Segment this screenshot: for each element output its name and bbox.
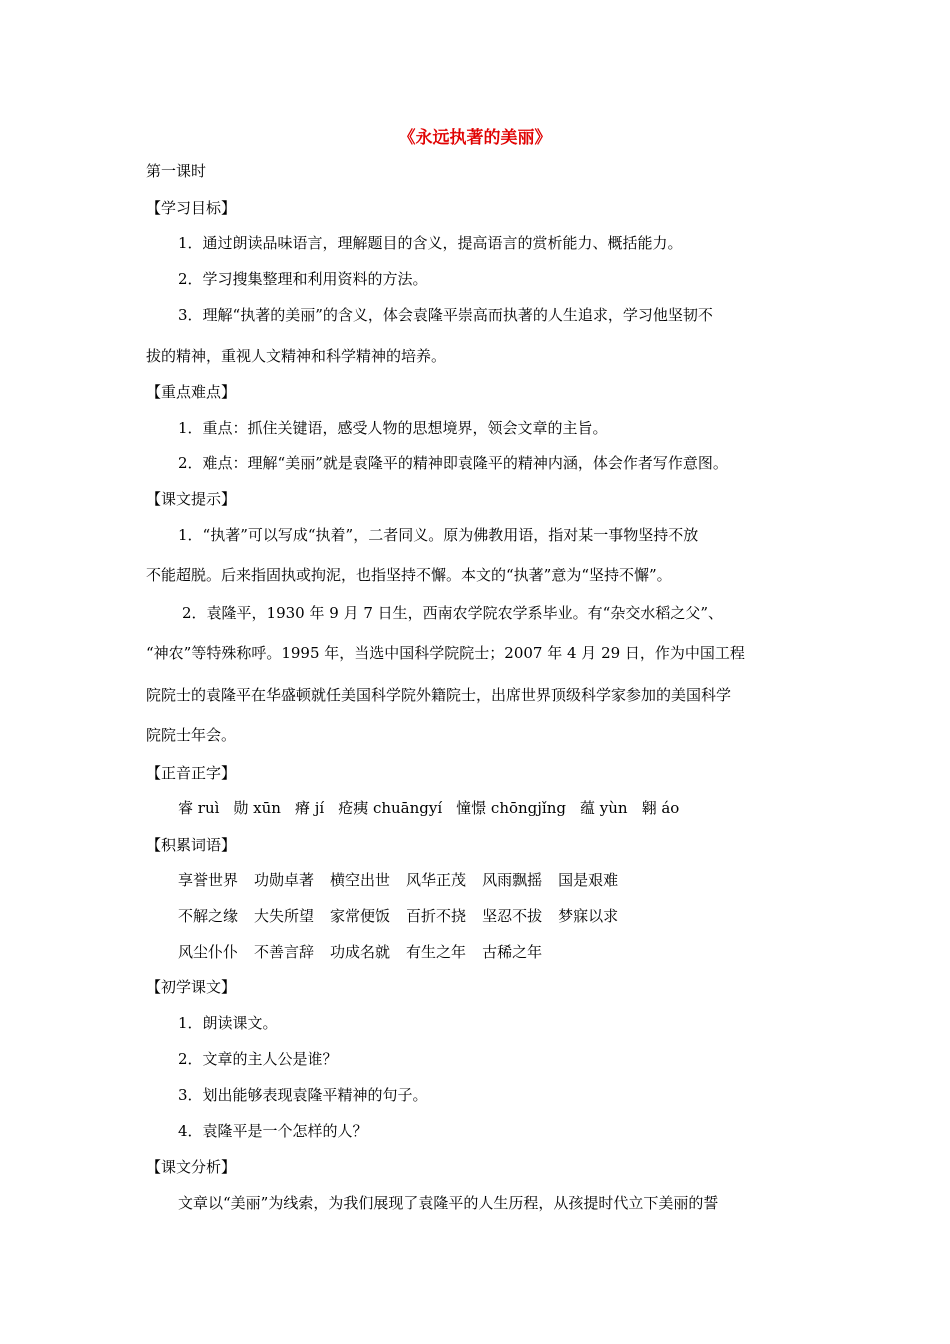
- pronunciation-item: 疮痍 chuāngyí: [338, 799, 443, 817]
- first-reading-item: 1．朗读课文。: [178, 1014, 278, 1032]
- vocabulary-word: 不解之缘: [178, 907, 239, 925]
- section-heading-pronunciation: 【正音正字】: [146, 764, 237, 782]
- vocabulary-word: 坚忍不拔: [482, 907, 543, 925]
- pronunciation-item: 憧憬 chōngjǐng: [456, 799, 566, 817]
- key-point-item: 1．重点：抓住关键语，感受人物的思想境界，领会文章的主旨。: [178, 419, 608, 437]
- vocabulary-row: [178, 869, 634, 891]
- vocabulary-word: 国是艰难: [558, 871, 619, 889]
- goal-item: 1．通过朗读品味语言，理解题目的含义，提高语言的赏析能力、概括能力。: [178, 234, 683, 252]
- first-reading-item: 2．文章的主人公是谁？: [178, 1050, 338, 1068]
- key-point-item: 2．难点：理解“美丽”就是袁隆平的精神即袁隆平的精神内涵，体会作者写作意图。: [178, 454, 728, 472]
- hint-line: 1．“执著”可以写成“执着”，二者同义。原为佛教用语，指对某一事物坚持不放: [178, 526, 699, 544]
- vocabulary-word: 梦寐以求: [558, 907, 619, 925]
- hint-line: 2．袁隆平，1930 年 9 月 7 日生，西南农学院农学系毕业。有“杂交水稻之父”、: [182, 604, 723, 622]
- vocabulary-word: 有生之年: [406, 943, 467, 961]
- hint-line: “神农”等特殊称呼。1995 年，当选中国科学院院士；2007 年 4 月 29 日，作为中国工程: [146, 644, 745, 662]
- lesson-label: 第一课时: [146, 162, 207, 180]
- pronunciation-list: [178, 797, 693, 819]
- hint-line: 院院士年会。: [146, 726, 237, 744]
- pronunciation-item: 瘠 jí: [294, 799, 325, 817]
- section-heading-hints: 【课文提示】: [146, 490, 237, 508]
- document-title: 《永远执著的美丽》: [398, 128, 552, 148]
- goal-item: 2．学习搜集整理和利用资料的方法。: [178, 270, 428, 288]
- vocabulary-word: 功勋卓著: [254, 871, 315, 889]
- goal-item: 3．理解“执著的美丽”的含义，体会袁隆平崇高而执著的人生追求，学习他坚韧不: [178, 306, 713, 324]
- section-heading-first-reading: 【初学课文】: [146, 978, 237, 996]
- vocabulary-word: 享誉世界: [178, 871, 239, 889]
- vocabulary-row: [178, 941, 558, 963]
- goal-item-continued: 拔的精神，重视人文精神和科学精神的培养。: [146, 347, 447, 365]
- vocabulary-word: 大失所望: [254, 907, 315, 925]
- first-reading-item: 4．袁隆平是一个怎样的人？: [178, 1122, 368, 1140]
- pronunciation-item: 睿 ruì: [178, 799, 220, 817]
- vocabulary-word: 横空出世: [330, 871, 391, 889]
- vocabulary-word: 风华正茂: [406, 871, 467, 889]
- vocabulary-word: 风雨飘摇: [482, 871, 543, 889]
- pronunciation-item: 翱 áo: [641, 799, 680, 817]
- vocabulary-word: 不善言辞: [254, 943, 315, 961]
- section-heading-analysis: 【课文分析】: [146, 1158, 237, 1176]
- pronunciation-item: 蕴 yùn: [580, 799, 628, 817]
- hint-line: 不能超脱。后来指固执或拘泥，也指坚持不懈。本文的“执著”意为“坚持不懈”。: [146, 566, 672, 584]
- pronunciation-item: 勋 xūn: [233, 799, 281, 817]
- analysis-paragraph: 文章以“美丽”为线索，为我们展现了袁隆平的人生历程，从孩提时代立下美丽的誓: [178, 1194, 719, 1212]
- section-heading-key-points: 【重点难点】: [146, 383, 237, 401]
- hint-line: 院院士的袁隆平在华盛顿就任美国科学院外籍院士，出席世界顶级科学家参加的美国科学: [146, 686, 732, 704]
- vocabulary-row: [178, 905, 634, 927]
- first-reading-item: 3．划出能够表现袁隆平精神的句子。: [178, 1086, 428, 1104]
- vocabulary-word: 古稀之年: [482, 943, 543, 961]
- vocabulary-word: 功成名就: [330, 943, 391, 961]
- section-heading-vocabulary: 【积累词语】: [146, 836, 237, 854]
- vocabulary-word: 风尘仆仆: [178, 943, 239, 961]
- vocabulary-word: 百折不挠: [406, 907, 467, 925]
- section-heading-goals: 【学习目标】: [146, 199, 237, 217]
- vocabulary-word: 家常便饭: [330, 907, 391, 925]
